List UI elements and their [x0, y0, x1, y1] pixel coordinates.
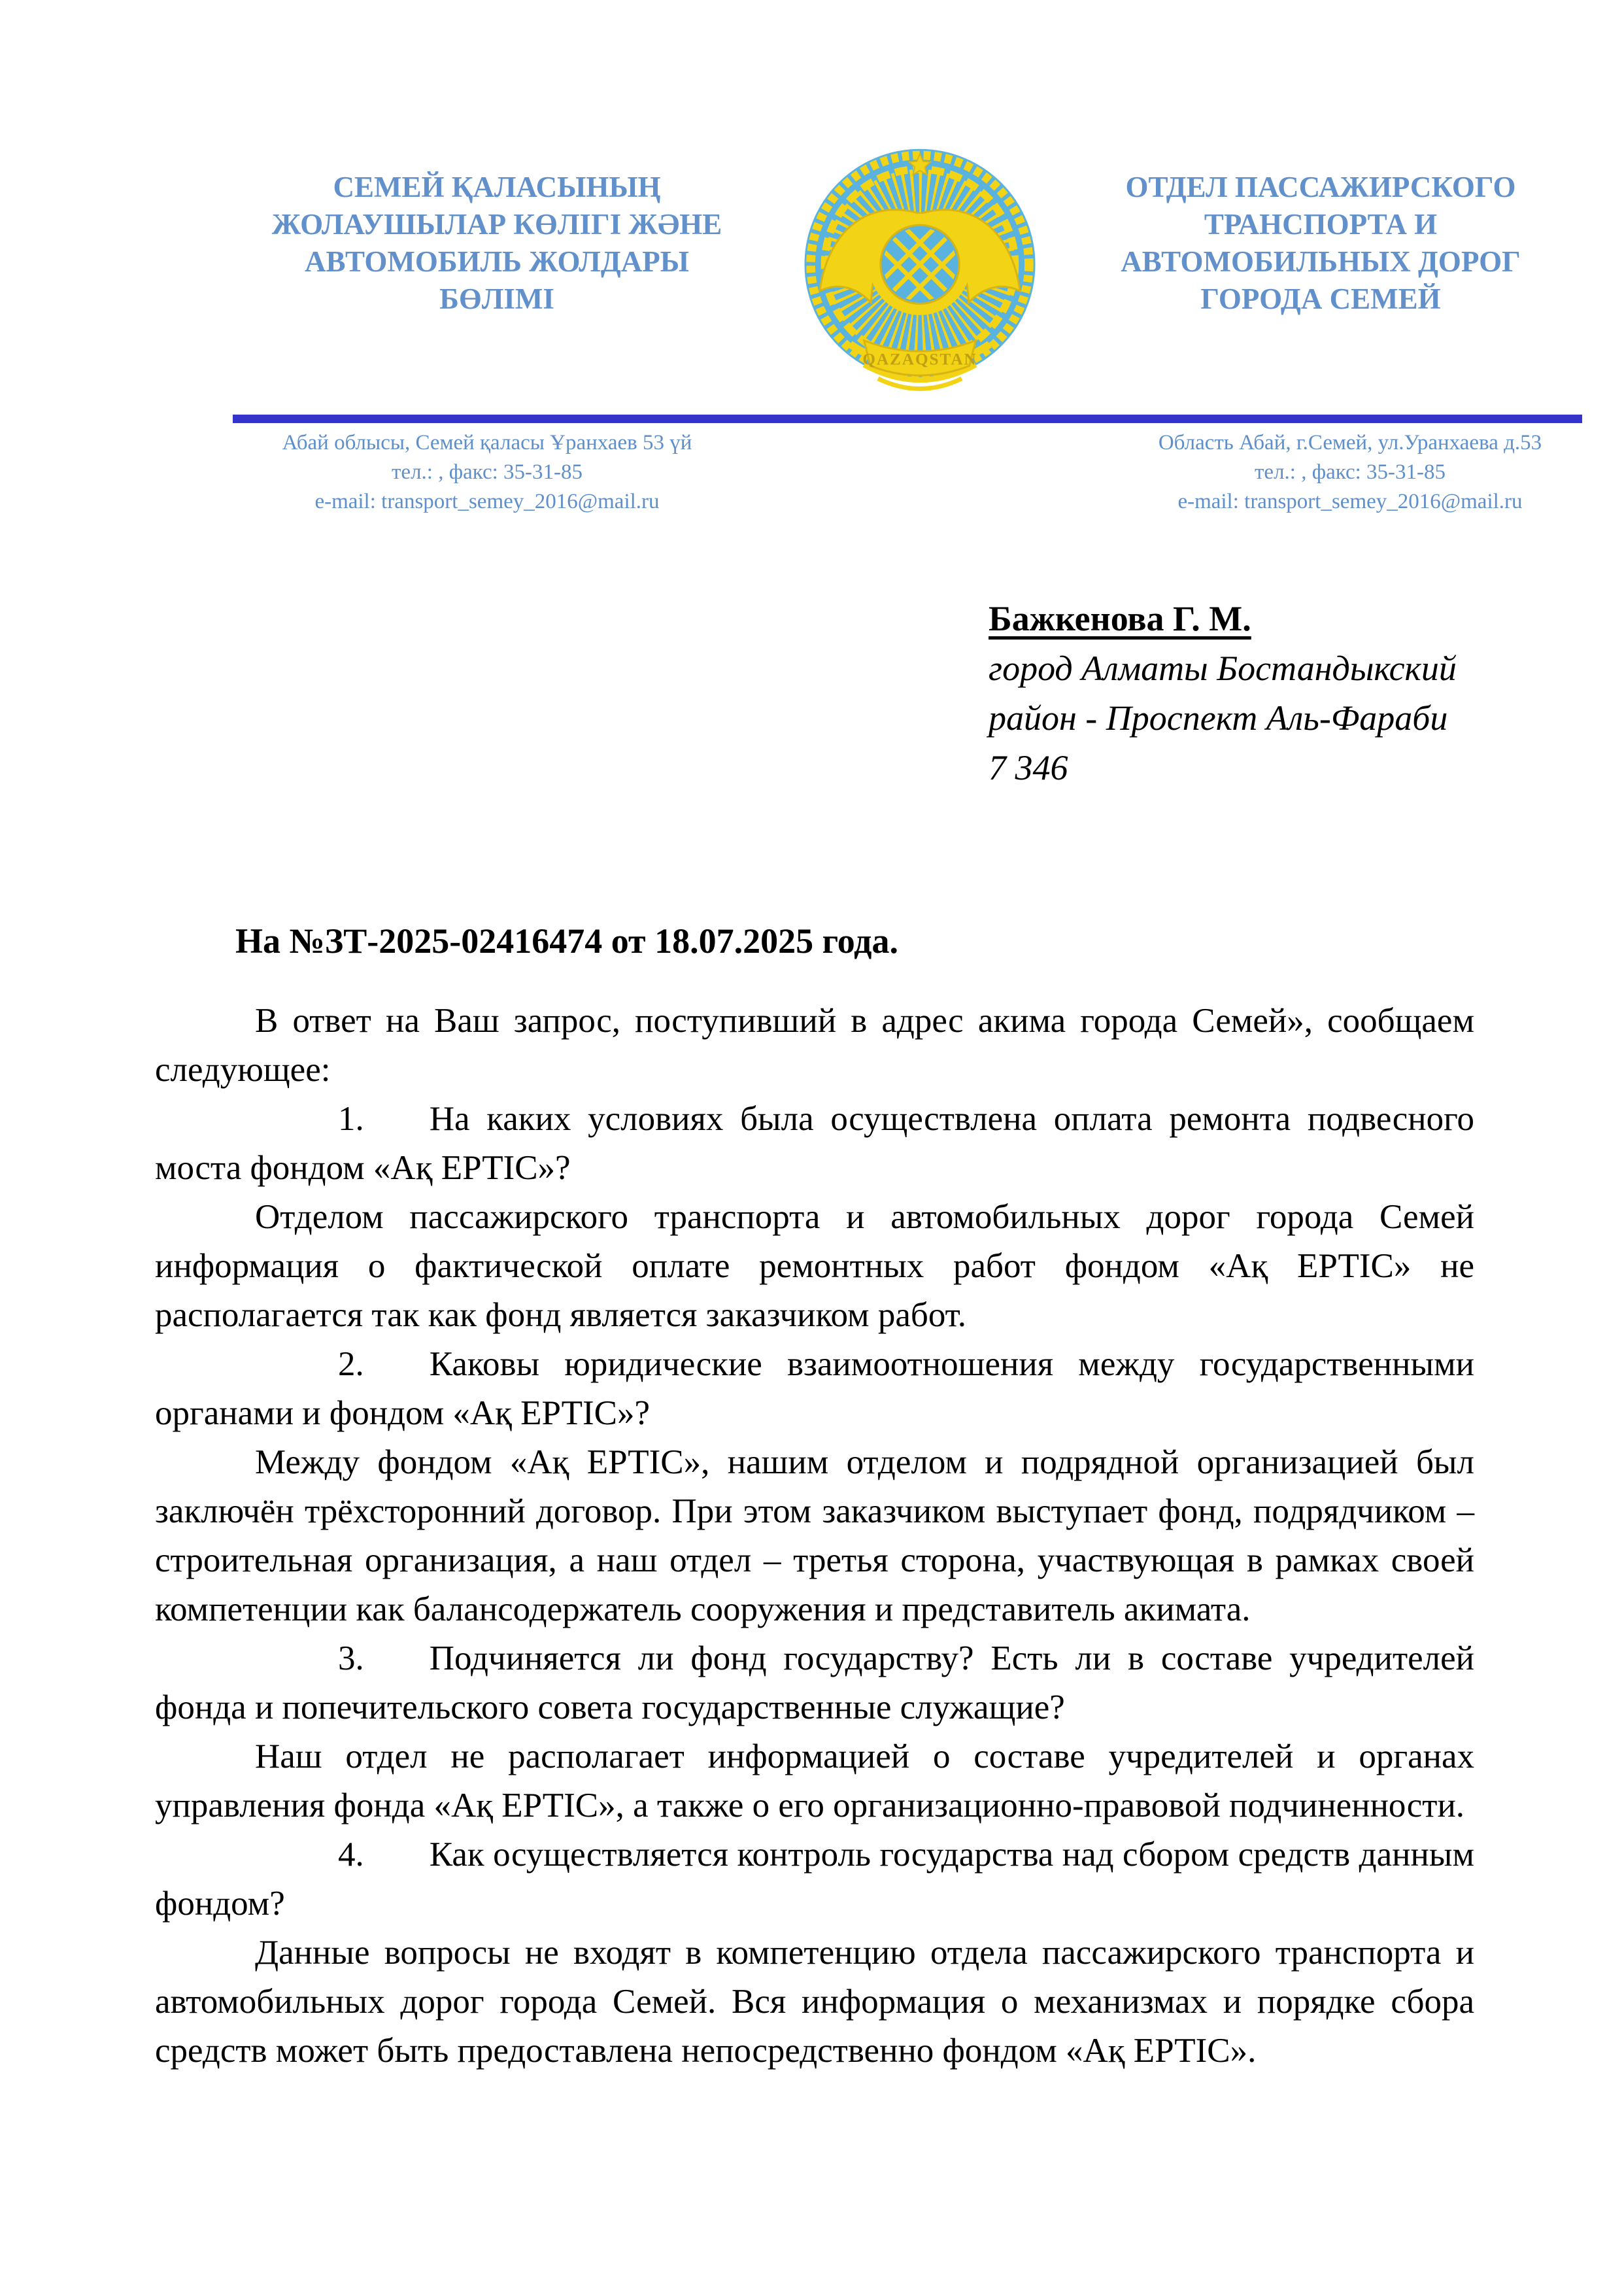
- body-paragraph: В ответ на Ваш запрос, поступивший в адрес акима города Семей», сообщаем следующее:: [155, 1002, 1474, 1089]
- recipient-name: Бажкенова Г. М.: [989, 599, 1251, 638]
- contact-address: Область Абай, г.Семей, ул.Уранхаева д.53: [1158, 431, 1542, 454]
- recipient-address-line: 7 346: [989, 748, 1068, 787]
- reference-line: На №ЗТ-2025-02416474 от 18.07.2025 года.: [235, 921, 899, 961]
- body-paragraph: 4. Как осуществляется контроль государства над сбором средств данным фондом?: [155, 1836, 1474, 1923]
- recipient-block: [989, 594, 1457, 793]
- emblem-banner-text: QAZAQSTAN: [862, 351, 977, 369]
- contact-phone: тел.: , факс: 35-31-85: [1255, 460, 1446, 484]
- org-name-line: СЕМЕЙ ҚАЛАСЫНЫҢ: [333, 171, 661, 203]
- body-paragraph: Данные вопросы не входят в компетенцию отдела пассажирского транспорта и автомобильных дорог города Семей. Вся информация о механизмах и порядке сбора средств может быть предоставлена непосредственно фондом «Ақ ЕРТІС».: [155, 1934, 1474, 2070]
- org-name-line: АВТОМОБИЛЬНЫХ ДОРОГ: [1121, 245, 1521, 278]
- question-number: 3.: [338, 1639, 364, 1677]
- org-name-line: ТРАНСПОРТА И: [1204, 208, 1438, 241]
- question-number: 2.: [338, 1345, 364, 1383]
- question-number: 4.: [338, 1836, 364, 1874]
- org-name-line: ГОРОДА СЕМЕЙ: [1200, 282, 1441, 315]
- org-name-line: БӨЛІМІ: [439, 282, 554, 315]
- contact-email: e-mail: transport_semey_2016@mail.ru: [1177, 490, 1523, 513]
- body-paragraph: Отделом пассажирского транспорта и автомобильных дорог города Семей информация о фактической оплате ремонтных работ фондом «Ақ ЕРТІС» не располагается так как фонд является заказчиком работ.: [155, 1198, 1474, 1334]
- org-name-kazakh: [216, 169, 778, 318]
- org-name-line: ЖОЛАУШЫЛАР КӨЛІГІ ЖӘНЕ: [271, 208, 722, 241]
- contact-address: Абай облысы, Семей қаласы Ұранхаев 53 үй: [282, 431, 692, 454]
- body-text: [155, 997, 1474, 2076]
- question-number: 1.: [338, 1100, 364, 1138]
- contact-email: e-mail: transport_semey_2016@mail.ru: [314, 490, 660, 513]
- recipient-address-line: город Алматы Бостандыкский: [989, 649, 1457, 688]
- letterhead-divider: [233, 415, 1582, 423]
- kazakhstan-coat-of-arms-icon: [793, 140, 1047, 402]
- org-name-line: ОТДЕЛ ПАССАЖИРСКОГО: [1125, 171, 1516, 203]
- contacts-russian: [1111, 428, 1589, 517]
- org-name-russian: [1079, 169, 1563, 318]
- body-paragraph: 2. Каковы юридические взаимоотношения между государственными органами и фондом «Ақ ЕРТІС»?: [155, 1345, 1474, 1432]
- body-paragraph: Наш отдел не располагает информацией о составе учредителей и органах управления фонда «Ақ ЕРТІС», а также о его организационно-правовой подчиненности.: [155, 1738, 1474, 1824]
- contacts-kazakh: [216, 428, 758, 517]
- recipient-address-line: район - Проспект Аль-Фараби: [989, 698, 1448, 738]
- contact-phone: тел.: , факс: 35-31-85: [392, 460, 583, 484]
- body-paragraph: Между фондом «Ақ ЕРТІС», нашим отделом и подрядной организацией был заключён трёхсторонний договор. При этом заказчиком выступает фонд, подрядчиком – строительная организация, а наш отдел – третья сторона, участвующая в рамках своей компетенции как балансодержатель сооружения и представитель акимата.: [155, 1443, 1474, 1628]
- body-paragraph: 3. Подчиняется ли фонд государству? Есть ли в составе учредителей фонда и попечительского совета государственные служащие?: [155, 1639, 1474, 1726]
- org-name-line: АВТОМОБИЛЬ ЖОЛДАРЫ: [305, 245, 689, 278]
- body-paragraph: 1. На каких условиях была осуществлена оплата ремонта подвесного моста фондом «Ақ ЕРТІС»?: [155, 1100, 1474, 1187]
